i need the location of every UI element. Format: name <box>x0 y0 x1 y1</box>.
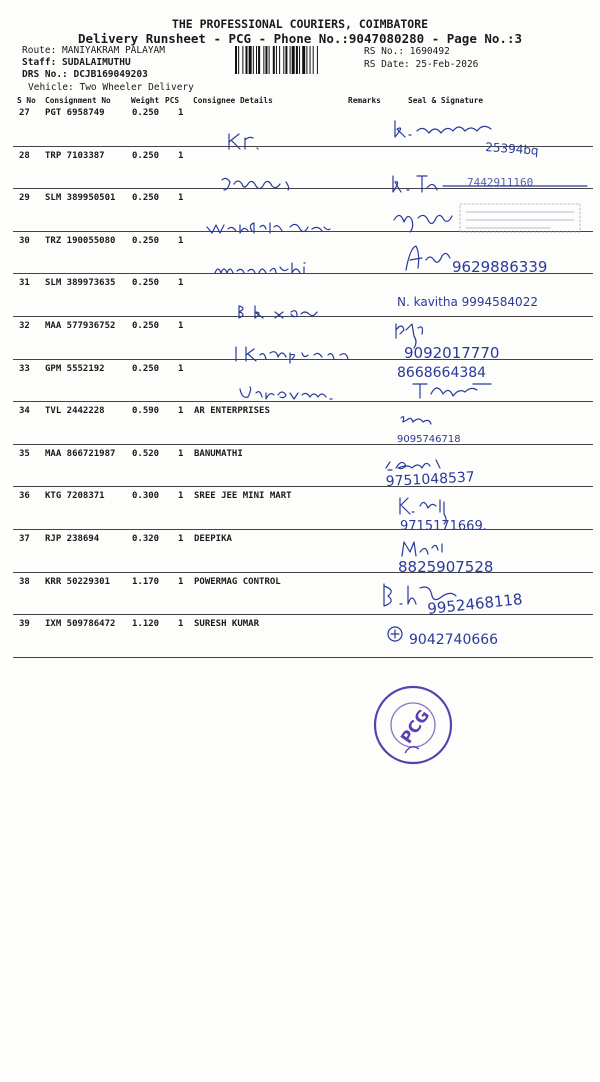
row-weight: 0.520 <box>132 448 160 459</box>
col-weight: Weight <box>131 96 160 105</box>
signature-27 <box>385 117 585 159</box>
rs-number: RS No.: 1690492 <box>364 46 450 57</box>
staff-line: Staff: SUDALAIMUTHU <box>22 57 131 68</box>
row-consignee: SURESH KUMAR <box>194 619 260 630</box>
row-consignee: AR ENTERPRISES <box>194 406 270 417</box>
svg-text:9751048537: 9751048537 <box>385 469 476 490</box>
row-sno: 35 <box>19 448 30 459</box>
row-consignment-no: IXM 509786472 <box>45 619 116 630</box>
svg-text:9629886339: 9629886339 <box>452 258 548 276</box>
row-consignment-no: MAA 577936752 <box>45 321 116 331</box>
row-consignment-no: KRR 50229301 <box>45 576 111 587</box>
row-weight: 0.300 <box>132 491 160 502</box>
row-weight: 0.250 <box>132 278 160 289</box>
row-consignment-no: PGT 6958749 <box>45 108 105 118</box>
signature-35 <box>382 454 512 494</box>
row-sno: 34 <box>19 406 30 417</box>
row-consignment-no: TRP 7103387 <box>45 150 105 161</box>
row-consignment-no: TRZ 190055080 <box>45 235 116 246</box>
row-weight: 0.320 <box>132 534 160 544</box>
handwritten-kr <box>225 130 285 152</box>
handwritten-umesh <box>236 383 346 403</box>
row-weight: 0.250 <box>132 108 160 118</box>
row-sno: 37 <box>19 534 30 544</box>
row-consignee: SREE JEE MINI MART <box>194 491 292 502</box>
col-consignment: Consignment No <box>45 96 111 105</box>
signature-33 <box>395 362 545 400</box>
row-pcs: 1 <box>178 619 184 630</box>
col-consignee: Consignee Details <box>193 96 273 105</box>
svg-text:9042740666: 9042740666 <box>409 632 499 648</box>
signature-39 <box>385 624 515 650</box>
row-sno: 32 <box>19 321 30 331</box>
row-pcs: 1 <box>178 108 184 118</box>
route-line: Route: MANIYAKRAM PALAYAM <box>22 45 165 56</box>
row-sno: 33 <box>19 363 30 374</box>
row-weight: 0.250 <box>132 193 160 204</box>
svg-text:7442911160: 7442911160 <box>467 176 534 189</box>
signature-32 <box>392 320 552 364</box>
svg-text:N. kavitha 9994584022: N. kavitha 9994584022 <box>397 295 538 309</box>
svg-text:25394bq: 25394bq <box>484 140 540 158</box>
row-consignment-no: KTG 7208371 <box>45 491 105 502</box>
row-consignment-no: SLM 389973635 <box>45 278 116 289</box>
company-title: THE PROFESSIONAL COURIERS, COIMBATORE <box>171 17 429 31</box>
row-pcs: 1 <box>178 534 184 544</box>
handwritten-meenachi <box>212 259 322 279</box>
svg-text:8668664384: 8668664384 <box>397 365 487 381</box>
row-pcs: 1 <box>178 491 184 502</box>
col-remarks: Remarks <box>348 96 381 105</box>
barcode-image <box>234 45 362 75</box>
row-sno: 30 <box>19 235 30 246</box>
row-pcs: 1 <box>178 448 184 459</box>
row-pcs: 1 <box>178 576 184 587</box>
row-consignment-no: RJP 238694 <box>45 534 100 544</box>
row-consignment-no: MAA 866721987 <box>45 448 116 459</box>
stamp-text: PCG <box>396 705 434 747</box>
handwritten-signature-28 <box>218 174 298 198</box>
rs-info <box>364 45 478 71</box>
row-consignee: DEEPIKA <box>194 534 232 544</box>
row-sno: 38 <box>19 576 30 587</box>
row-sno: 31 <box>19 278 30 289</box>
row-weight: 0.250 <box>132 363 160 374</box>
signature-36 <box>396 494 536 534</box>
row-pcs: 1 <box>178 363 184 374</box>
row-sno: 29 <box>19 193 30 204</box>
row-weight: 1.120 <box>132 619 160 630</box>
row-weight: 1.170 <box>132 576 160 587</box>
row-consignment-no: GPM 5552192 <box>45 363 105 374</box>
row-sno: 27 <box>19 108 30 118</box>
col-seal: Seal & Signature <box>408 96 484 105</box>
row-pcs: 1 <box>178 406 184 417</box>
signature-30 <box>400 240 580 280</box>
row-weight: 0.250 <box>132 321 160 331</box>
row-weight: 0.250 <box>132 150 160 161</box>
pcg-stamp <box>371 683 455 767</box>
svg-text:9952468118: 9952468118 <box>426 590 524 618</box>
svg-text:9095746718: 9095746718 <box>397 434 461 445</box>
signature-29 <box>390 202 585 236</box>
row-pcs: 1 <box>178 278 184 289</box>
row-consignee: POWERMAG CONTROL <box>194 576 281 587</box>
row-divider <box>13 444 593 445</box>
row-sno: 36 <box>19 491 30 502</box>
handwritten-nandhini <box>204 217 334 239</box>
row-weight: 0.250 <box>132 235 160 246</box>
row-consignment-no: SLM 389950501 <box>45 193 116 204</box>
row-pcs: 1 <box>178 321 184 331</box>
vehicle-line: Vehicle: Two Wheeler Delivery <box>28 82 194 93</box>
drs-line: DRS No.: DCJB169049203 <box>22 69 148 80</box>
row-pcs: 1 <box>178 150 184 161</box>
svg-text:8825907528: 8825907528 <box>398 558 494 576</box>
svg-text:9715171669.: 9715171669. <box>400 519 487 534</box>
row-weight: 0.590 <box>132 406 160 417</box>
handwritten-brsha <box>235 302 325 322</box>
row-pcs: 1 <box>178 235 184 246</box>
row-sno: 28 <box>19 150 30 161</box>
handwritten-kamparsas <box>232 343 362 365</box>
signature-31 <box>395 290 593 314</box>
rs-date: RS Date: 25-Feb-2026 <box>364 59 479 70</box>
row-sno: 39 <box>19 619 30 630</box>
row-divider <box>13 657 593 658</box>
col-sno: S No <box>17 96 36 105</box>
svg-text:9092017770: 9092017770 <box>404 344 500 362</box>
col-pcs: PCS <box>165 96 180 105</box>
signature-38 <box>380 580 565 620</box>
row-consignment-no: TVL 2442228 <box>45 406 105 417</box>
signature-34 <box>395 412 505 446</box>
row-consignee: BANUMATHI <box>194 448 243 459</box>
signature-28 <box>387 170 592 200</box>
runsheet-title: Delivery Runsheet - PCG - Phone No.:9047080280 - Page No.:3 <box>77 31 522 46</box>
row-pcs: 1 <box>178 193 184 204</box>
signature-37 <box>396 538 536 576</box>
